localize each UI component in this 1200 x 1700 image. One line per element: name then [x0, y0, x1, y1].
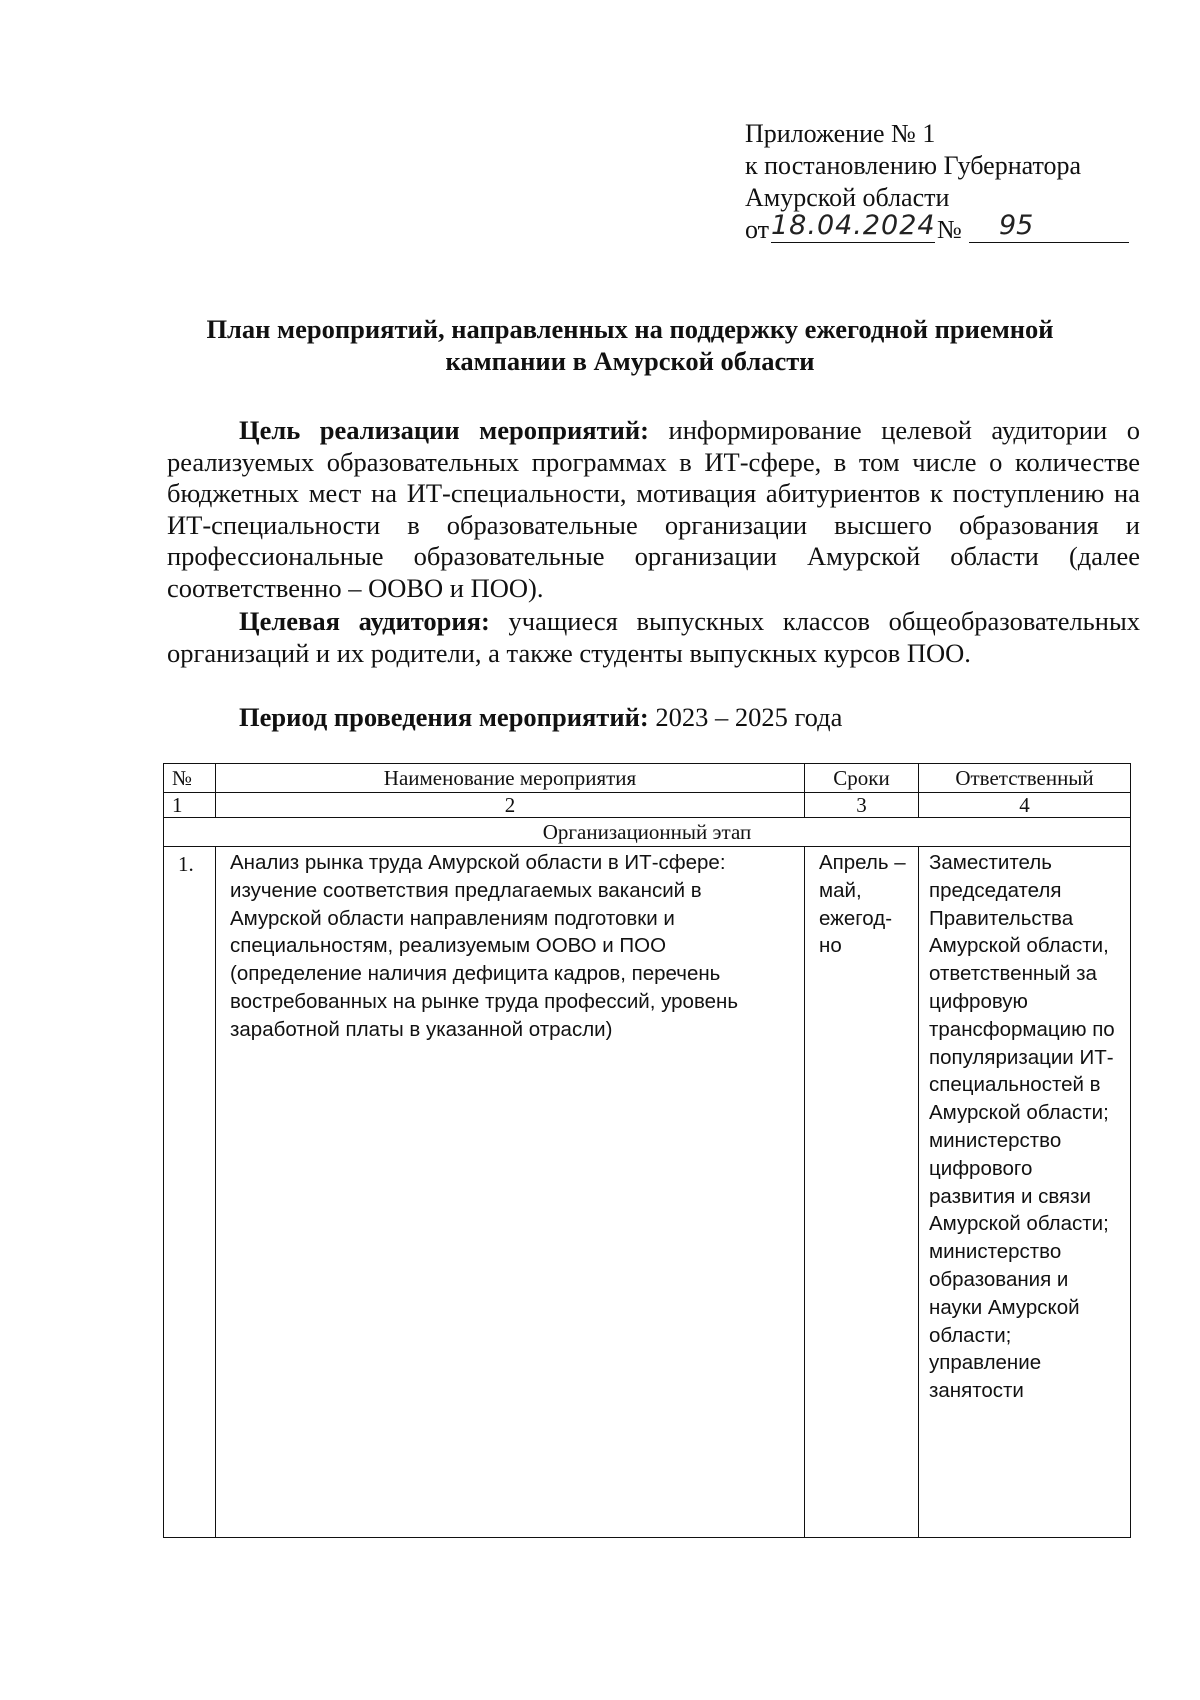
appendix-date-line — [745, 210, 1145, 248]
goal-text: информирование целевой аудитории о реализуемых образовательных программах в ИТ-сфере, в том числе о количестве бюджетных мест на ИТ-специальности, мотивация абитуриентов к поступлению на ИТ-специальности в образовательные организации высшего образования и профессиональные образовательные организации Амурской области (далее соответственно – ООВО и ПОО). — [167, 415, 1140, 603]
stage-row — [164, 818, 1131, 847]
period-lead: Период проведения мероприятий: — [239, 702, 649, 732]
appendix-title: Приложение № 1 — [745, 119, 936, 148]
plan-table — [163, 763, 1131, 1538]
audience-lead: Целевая аудитория: — [239, 606, 490, 636]
appendix-region: Амурской области — [745, 183, 950, 212]
handwritten-date: 18.04.2024 — [771, 210, 936, 241]
column-number-4: 4 — [919, 793, 1131, 818]
goal-lead: Цель реализации мероприятий: — [239, 415, 649, 445]
table-row — [164, 847, 1131, 1538]
handwritten-number: 95 — [969, 210, 1129, 243]
row-number: 1. — [164, 847, 216, 1538]
number-sign: № — [937, 215, 962, 244]
audience-paragraph — [167, 606, 1140, 669]
column-number-1: 1 — [164, 793, 216, 818]
appendix-decree: к постановлению Губернатора — [745, 151, 1082, 180]
stage-title: Организационный этап — [164, 818, 1131, 847]
goal-paragraph — [167, 415, 1140, 604]
plan-title-line-1: План мероприятий, направленных на поддержку ежегодной приемной — [206, 314, 1054, 344]
column-number-row — [164, 793, 1131, 818]
plan-title-line-2: кампании в Амурской области — [445, 346, 815, 376]
period-text: 2023 – 2025 года — [648, 702, 843, 732]
header-term: Сроки — [805, 764, 919, 793]
date-prefix: от — [745, 215, 770, 244]
row-term: Апрель – май, ежегод-но — [805, 847, 919, 1538]
audience-text: учащиеся выпускных классов общеобразовательных организаций и их родители, а также студенты выпускных курсов ПОО. — [167, 606, 1140, 668]
header-responsible: Ответственный — [919, 764, 1131, 793]
plan-table-wrap — [163, 763, 1130, 1538]
table-header-row — [164, 764, 1131, 793]
row-responsible: Заместитель председателя Правительства Амурской области, ответственный за цифровую трансформацию по популяризации ИТ-специальностей в Амурской области; министерство цифрового развития и связи Амурской области; министерство образования и науки Амурской области; управление занятости — [919, 847, 1131, 1538]
column-number-3: 3 — [805, 793, 919, 818]
plan-title — [150, 313, 1110, 377]
appendix-block — [745, 118, 1145, 248]
header-name: Наименование мероприятия — [216, 764, 805, 793]
row-activity-name: Анализ рынка труда Амурской области в ИТ-сфере: изучение соответствия предлагаемых вакансий в Амурской области направлениям подготовки и специальностям, реализуемым ООВО и ПОО (определение наличия дефицита кадров, перечень востребованных на рынке труда профессий, уровень заработной платы в указанной отрасли) — [216, 847, 805, 1538]
header-number: № — [164, 764, 216, 793]
period-paragraph — [167, 702, 1140, 734]
column-number-2: 2 — [216, 793, 805, 818]
